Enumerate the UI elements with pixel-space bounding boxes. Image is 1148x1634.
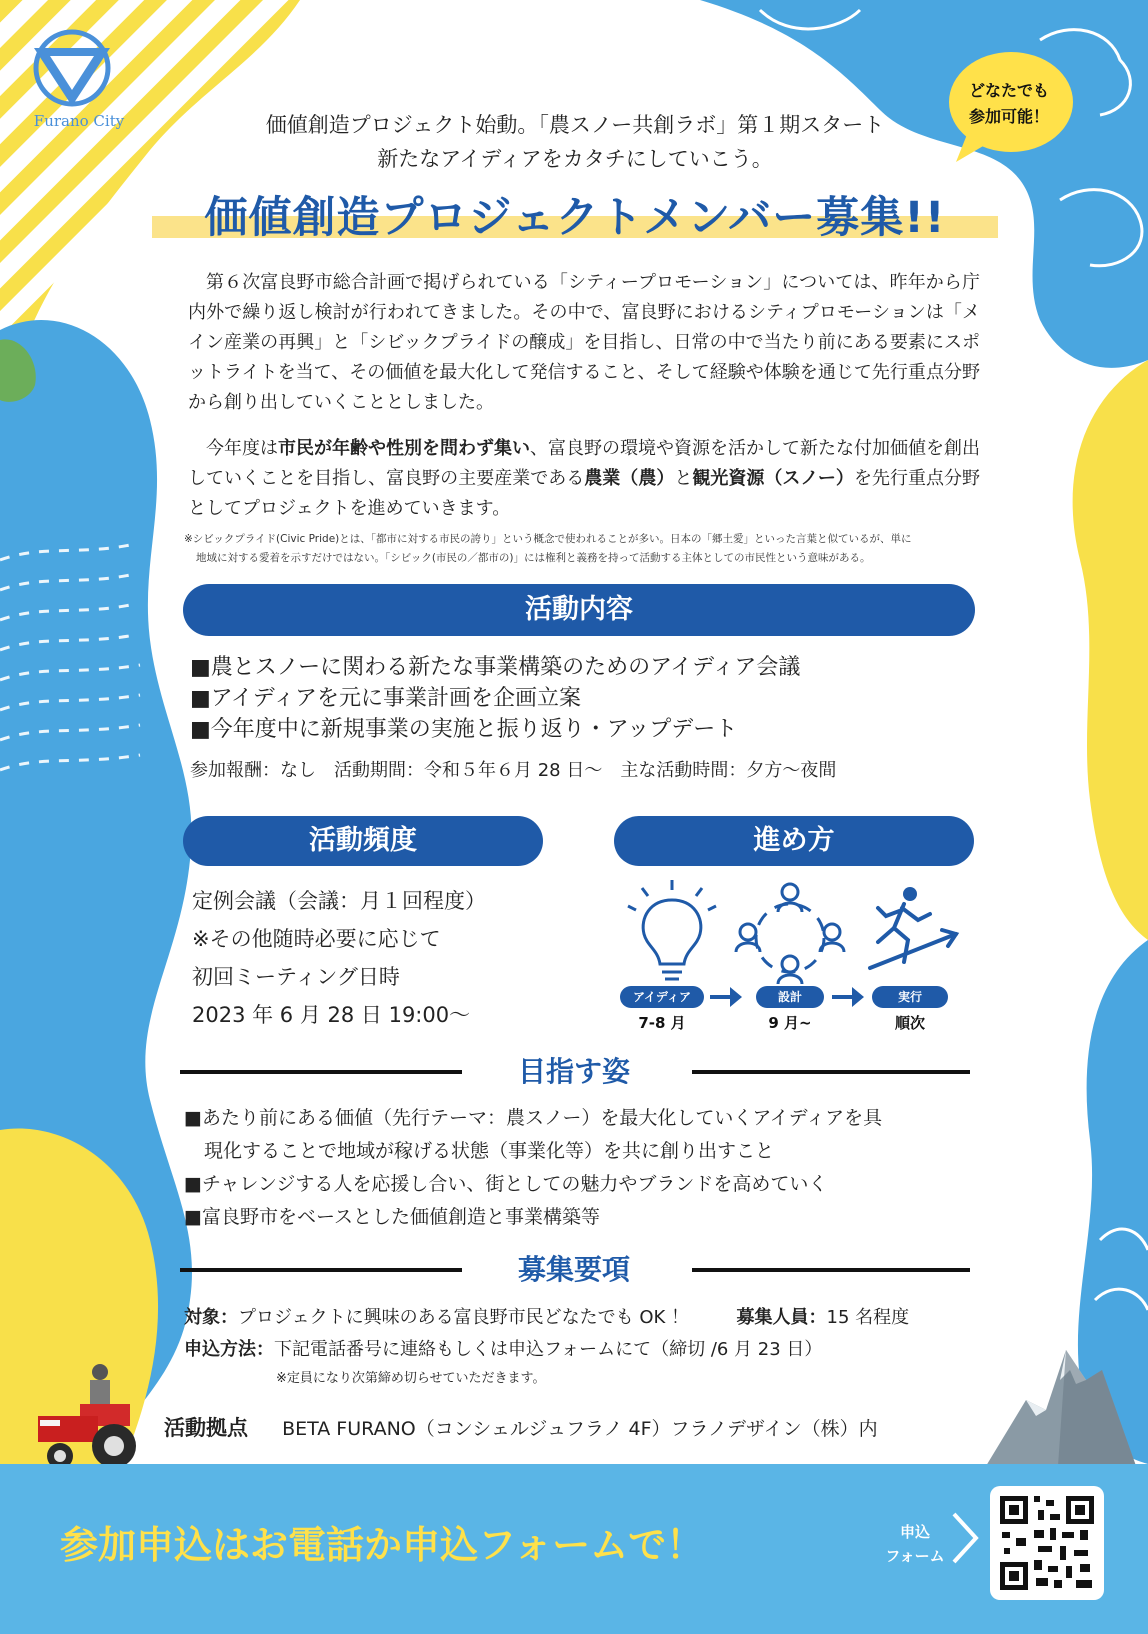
activity-info: 参加報酬：なし 活動期間：令和５年６月 28 日〜 主な活動時間：夕方〜夜間 (190, 760, 837, 781)
goal-item: ■あたり前にある価値（先行テーマ：農スノー）を最大化していくアイディアを具 (184, 1107, 883, 1129)
headline (150, 186, 1000, 242)
body-paragraph-1: 第６次富良野市総合計画で掲げられている「シティープロモーション」については、昨年から庁内外で繰り返し検討が行われてきました。その中で、富良野におけるシティプロモーションは「メイン産業の再興」と「シビックプライドの醸成」を目指し、日常の中で当たり前にある要素にスポットライトを当て、その価値を最大化して発信すること、そして経験や体験を通じて先行重点分野から創り出していくこととしました。 (188, 272, 980, 413)
bubble-line-1: どなたでも (968, 81, 1049, 100)
activity-item: ■アイディアを元に事業計画を企画立案 (190, 686, 582, 711)
intro-text (180, 108, 970, 176)
recruit-title: 募集要項 (517, 1253, 630, 1286)
goal-item: ■富良野市をベースとした価値創造と事業構築等 (184, 1206, 601, 1228)
emphasis-citizens: 市民が年齢や性別を問わず集い (278, 438, 530, 459)
running-person-icon (870, 887, 956, 968)
method-label: 申込方法： (184, 1339, 274, 1360)
step-when-design: 9 月~ (768, 1014, 812, 1032)
city-emblem-icon (28, 28, 128, 118)
emphasis-agriculture: 農業（農） (584, 468, 675, 489)
method-note: ※定員になり次第締め切らせていただきます。 (276, 1371, 546, 1386)
form-link[interactable]: 申込 フォーム (885, 1523, 945, 1565)
frequency-title: 活動頻度 (183, 816, 543, 866)
qr-code-icon[interactable] (990, 1486, 1104, 1600)
count-label: 募集人員： (736, 1307, 827, 1328)
section-rule (180, 1268, 462, 1272)
section-rule (692, 1268, 970, 1272)
step-tag-design: 設計 (756, 986, 824, 1008)
recruit-details (184, 1302, 984, 1392)
target-value: プロジェクトに興味のある富良野市民どなたでも OK ！ (238, 1307, 690, 1328)
section-rule (692, 1070, 970, 1074)
tractor-icon (30, 1360, 150, 1480)
emphasis-snow: 観光資源（スノー） (692, 468, 854, 489)
intro-line-2: 新たなアイディアをカタチにしていこう。 (377, 147, 773, 171)
step-tag-execute: 実行 (872, 986, 948, 1008)
activity-title: 活動内容 (183, 584, 975, 636)
step-when-idea: 7-8 月 (638, 1014, 686, 1032)
civic-pride-note: ※シビックプライド(Civic Pride)とは、「都市に対する市民の誇り」という概念で使われることが多い。日本の「郷土愛」といった言葉と似ているが、単に 地域に対する愛着を示すだけではない。「シビック(市民の／都市の)」には権利と義務を持って活動する主体としての市民性という意味がある。 (184, 533, 912, 564)
intro-line-1: 価値創造プロジェクト始動。「農スノー共創ラボ」第１期スタート (265, 113, 885, 137)
activity-item: ■今年度中に新規事業の実施と振り返り・アップデート (190, 717, 738, 742)
arrow-right-icon (830, 982, 866, 1012)
chevron-right-icon (950, 1510, 980, 1566)
frequency-text: 定例会議（会議：月１回程度） ※その他随時必要に応じて 初回ミーティング日時 2023 年 6 月 28 日 19:00〜 (192, 889, 486, 1027)
activity-base (164, 1412, 964, 1442)
base-value: BETA FURANO（コンシェルジュフラノ 4F）フラノデザイン（株）内 (282, 1418, 878, 1440)
step-when-execute: 順次 (894, 1014, 925, 1032)
goal-item: ■チャレンジする人を応援し合い、街としての魅力やブランドを高めていく (184, 1173, 828, 1195)
base-label: 活動拠点 (164, 1416, 248, 1440)
logo-text: Furano City (33, 112, 125, 130)
process-diagram (620, 878, 980, 1038)
furano-city-logo (28, 28, 128, 138)
lightbulb-icon (628, 880, 716, 979)
body-paragraph-2: 今年度は市民が年齢や性別を問わず集い、富良野の環境や資源を活かして新たな付加価値を創出していくことを目指し、富良野の主要産業である農業（農）と観光資源（スノー）を先行重点分野としてプロジェクトを進めていきます。 (188, 438, 981, 519)
step-tag-idea: アイディア (620, 986, 704, 1008)
activity-item: ■農とスノーに関わる新たな事業構築のためのアイディア会議 (190, 655, 801, 680)
cta-text: 参加申込はお電話か申込フォームで！ (60, 1523, 705, 1567)
mountain-icon (986, 1340, 1136, 1466)
goal-list (184, 1102, 984, 1234)
section-rule (180, 1070, 462, 1074)
activity-list (190, 652, 990, 745)
goal-title: 目指す姿 (517, 1055, 630, 1088)
bubble-line-2: 参加可能！ (968, 107, 1049, 126)
goal-item-cont: 現化することで地域が稼げる状態（事業化等）を共に創り出すこと (204, 1140, 775, 1162)
method-value: 下記電話番号に連絡もしくは申込フォームにて（締切 /6 月 23 日） (274, 1339, 823, 1360)
target-label: 対象： (184, 1307, 238, 1328)
process-title: 進め方 (614, 816, 974, 866)
arrow-right-icon (708, 982, 744, 1012)
headline-text: 価値創造プロジェクトメンバー募集!! (204, 193, 946, 243)
team-circle-icon (736, 884, 844, 984)
count-value: 15 名程度 (826, 1307, 910, 1328)
